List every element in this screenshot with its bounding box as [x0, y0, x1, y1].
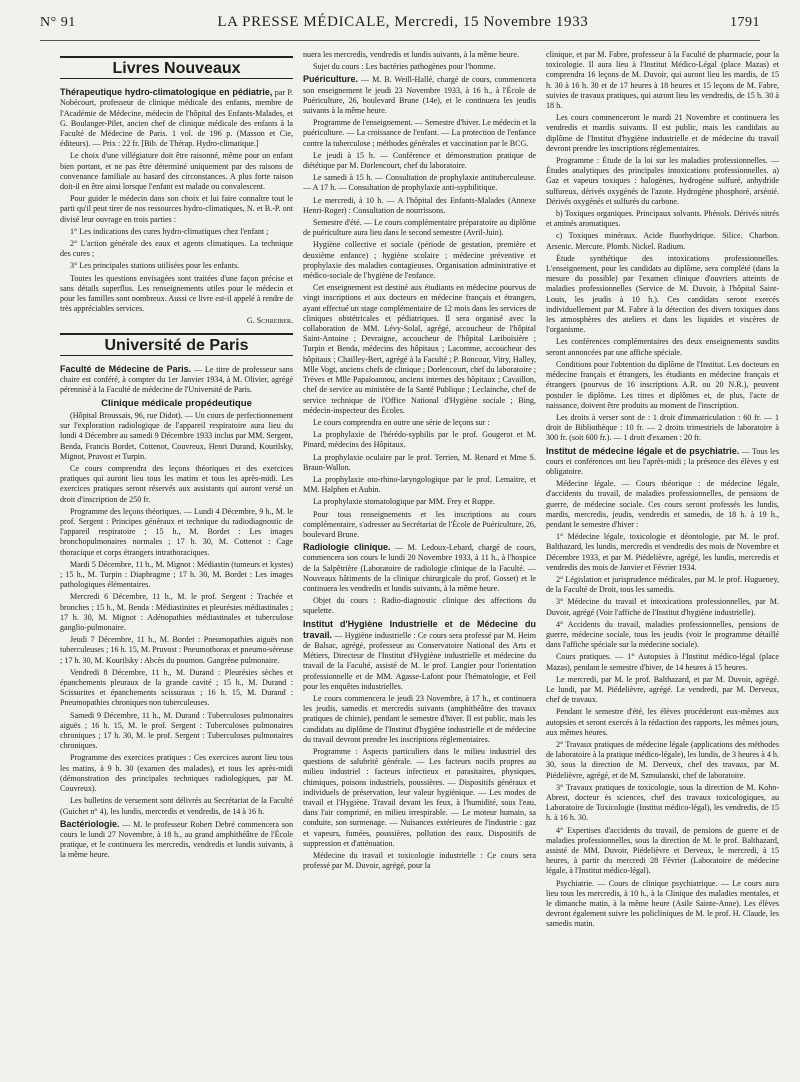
paragraph: Les conférences complémentaires des deux enseignements susdits seront annoncées par une affiche spéciale. [546, 337, 779, 357]
paragraph: Médecine du travail et toxicologie industrielle : Ce cours sera professé par M. Duvoir, agrégé, pour la [303, 851, 536, 871]
livre-reference: par P. Nobécourt, professeur de clinique médicale des enfants, membre de l'Académie de Médecine, médecin de l'hôpital des Enfants-Malades, et G. Boulanger-Pilet, ancien chef de clinique médicale des enfants à la Faculté de Médecine de Paris. 1 vol. de 196 p. (Masson et Cie, éditeurs). — Prix : 22 fr. [Bib. de Thérap. Hydro-climatique.] [60, 88, 293, 149]
faculte-entry [60, 364, 293, 396]
paragraph: Toutes les questions envisagées sont traitées d'une façon précise et sans détails superflus. Les renseignements utiles pour le médecin et pour les familles sont nombreux. Aussi ce livre est-il appelé à rendre de très appréciables services. [60, 273, 293, 314]
institut-hygiene-entry [303, 619, 536, 692]
bacteriologie-title: Bactériologie. [60, 818, 120, 829]
paragraph: La prophylaxie oto-rhino-laryngologique par le prof. Lemaitre, et MM. Halphen et Aubin. [303, 474, 536, 495]
paragraph: Programme des leçons théoriques. — Lundi 4 Décembre, 9 h., M. le prof. Sergent : Principes généraux et technique du radiodiagnostic de l'appareil respiratoire ; 15 h., M. Bordet : Les images bronchopulmonaires normales ; 17 h. 30, M. Cottenot : Cage thoracique et corps étrangers intrathoraciques. [60, 506, 293, 557]
paragraph: Mardi 5 Décembre, 11 h., M. Mignot : Médiastin (tumeurs et kystes) ; 15 h., M. Turpin : Diaphragme ; 17 h. 30, M. Bordet : Les images pathologiques élémentaires. [60, 559, 293, 590]
paragraph: 4° Expertises d'accidents du travail, de pensions de guerre et de maladies professionnelles, sous la direction de M. le prof. Balthazard, assisté de MM. Duvoir, Piédelièvre et Derveux, le mercredi, à 15 heures, à partir du mercredi 28 Février (Laboratoire de médecine légale, à l'Institut médico-légal). [546, 825, 779, 876]
paragraph: (Hôpital Broussais, 96, rue Didot). — Un cours de perfectionnement sur l'exploration radiologique de l'appareil respiratoire aura lieu du lundi 4 Décembre au samedi 9 Décembre 1933 inclus par MM. Sergent, Benda, Francis Bordet, Cottenot, Couvreux, Henri Durand, Kourilsky, Mignot, Pruvost et Turpin. [60, 410, 293, 461]
paragraph: Le samedi à 15 h. — Consultation de prophylaxie antituberculeuse. — A 17 h. — Consultation de prophylaxie anti-syphilitique. [303, 173, 536, 193]
puericulture-title: Puériculture. [303, 74, 359, 85]
faculte-title: Faculté de Médecine de Paris. [60, 363, 192, 374]
paragraph: Médecine légale. — Cours théorique : de médecine légale, d'accidents du travail, de maladies professionnelles, de pensions de guerre, de médecine sociale. Ces cours seront professés les lundis, mardis, mercredis, jeudis, vendredis et samedis, de 18 h. à 19 h., pendant le semestre d'hiver : [546, 479, 779, 529]
paragraph: Programme de l'enseignement. — Semestre d'hiver. Le médecin et la puériculture. — La croissance de l'enfant. — La protection de l'enfance contre la tuberculose ; méthodes générales et vaccination par le BCG. [303, 118, 536, 148]
paragraph: Sujet du cours : Les bactéries pathogènes pour l'homme. [313, 62, 496, 72]
paragraph: 2° Législation et jurisprudence médicales, par M. le prof. Hugueney, de la Faculté de Droit, tous les samedis. [546, 574, 779, 595]
paragraph: Psychiatrie. — Cours de clinique psychiatrique. — Le cours aura lieu tous les mercredis, à 10 h., à la Clinique des maladies mentales, et le dimanche matin, à la même heure (Asile Sainte-Anne). Les élèves devront également suivre les policliniques de M. le prof. H. Claude, les samedis matin. [546, 878, 779, 929]
paragraph: 1° Les indications des cures hydro-climatiques chez l'enfant ; [70, 226, 269, 236]
paragraph: Cours pratiques. — 1° Autopsies à l'Institut médico-légal (place Mazas), pendant le semestre d'hiver, de 14 heures à 15 heures. [546, 652, 779, 672]
journal-title: LA PRESSE MÉDICALE, Mercredi, 15 Novembre 1933 [217, 14, 589, 30]
paragraph: Les bulletins de versement sont délivrés au Secrétariat de la Faculté (Guichet n° 4), les lundis, mercredis et vendredis, de 14 à 16 h. [60, 796, 293, 816]
faculte-text: — Le titre de professeur sans chaire est conféré, à compter du 1er Janvier 1934, à M. Olivier, agrégé pérennisé à la Faculté de médecine de l'Université de Paris. [60, 364, 293, 395]
paragraph: 1° Médecine légale, toxicologie et déontologie, par M. le prof. Balthazard, les lundis, mercredis et vendredis des mois de Novembre et Décembre 1933, et par M. Piédelièvre, agrégé, les lundis, mercredis et vendredis des mois de Janvier et Février 1934. [546, 532, 779, 572]
paragraph: Pour tous renseignements et les inscriptions au cours complémentaire, s'adresser au Secrétariat de l'École de Puériculture, 26, boulevard Brune. [303, 509, 536, 539]
radiologie-entry [303, 542, 536, 594]
paragraph: 3° Travaux pratiques de toxicologie, sous la direction de M. Kohn-Abrest, docteur ès sciences, chef des travaux toxicologiques, au Laboratoire de Toxicologie (Institut médico-légal), les vendredis, de 15 h. à 16 h. 30. [546, 782, 779, 823]
paragraph: 2° L'action générale des eaux et agents climatiques. La technique des cures ; [60, 239, 293, 259]
puericulture-text: — M. B. Weill-Hallé, chargé de cours, commencera son enseignement le jeudi 23 Novembre 1933, à 16 h., à l'École de Puériculture, 26, boulevard Brune (14e), et le continuera les jeudis suivants à la même heure. [303, 75, 536, 116]
institut-hygiene-text: — Hygiène industrielle : Ce cours sera professé par M. Heim de Balsac, agrégé, professeur au Conservatoire National des Arts et Métiers, Directeur de l'Institut d'Hygiène industrielle et médecine du travail de la Faculté, assisté de M. le prof. Langier pour l'orientation professionnelle et de MM. Agasse-Lafont pour l'hématologie, et Feil pour les enquêtes industrielles. [303, 630, 536, 691]
page-number: 1791 [730, 15, 760, 30]
paragraph: Le cours comprendra en outre une série de leçons sur : [313, 417, 490, 427]
paragraph: Jeudi 7 Décembre, 11 h., M. Bordet : Pneumopathies aiguës non tuberculeuses ; 16 h. 15, M. Pruvost : Pneumothorax et pneumo-séreuse ; 17 h. 30, M. Kourilsky : Abcès du poumon. Gangrène pulmonaire. [60, 635, 293, 665]
paragraph: Programme des exercices pratiques : Ces exercices auront lieu tous les matins, à 9 h. 30 (examen des malades), et tous les après-midi (démonstration des principales techniques radiologiques, par M. Couvreux). [60, 753, 293, 794]
issue-number: N° 91 [40, 15, 76, 30]
radiologie-title: Radiologie clinique. [303, 542, 391, 553]
institut-legal-entry [546, 446, 779, 478]
livre-title: Thérapeutique hydro-climatologique en pédiatrie, [60, 87, 273, 98]
puericulture-entry [303, 74, 536, 116]
paragraph: 2° Travaux pratiques de médecine légale (applications des méthodes de laboratoire à la pratique médico-légale), les lundis, de 3 heures à 4 h. 30, sous la direction de M. Derveux, chef des travaux, par M. Piédelièvre, agrégé, et de M. Szmulanski, chef de laboratoire. [546, 740, 779, 780]
paragraph: Conditions pour l'obtention du diplôme de l'Institut. Les docteurs en médecine français et étrangers, les étudiants en médecine français et étrangers (pourvus de 16 inscriptions A.R. ou 20 N.R.), peuvent postuler le diplôme. Les titres et diplômes et, de plus, l'acte de naissance, doivent être produits au moment de l'inscription. [546, 359, 779, 410]
paragraph: Étude synthétique des intoxications professionnelles. L'enseignement, pour les candidats au diplôme, sera complété (dans la mesure du possible) par l'examen clinique d'ouvriers atteints de maladies professionnelles (Service de M. Duvoir, à l'hôpital Saint-Louis, les jeudis à 10 h.). Ces candidats seront exercés individuellement par M. Fabre à la détection des divers toxiques dans les atmosphères des ateliers et dans les liquides et viscères de l'organisme. [546, 253, 779, 335]
paragraph: Cet enseignement est destiné aux étudiants en médecine pourvus de vingt inscriptions et aux docteurs en médecine français et étrangers, ayant effectué un stage complémentaire de 12 mois dans les services de cliniques obstétricales et pédiatriques. Il sera organisé avec la collaboration de MM. Lévy-Solal, agrégé, accoucheur de l'hôpital Saint-Antoine ; Devraigne, accoucheur de l'hôpital Lariboisière ; Turpin et Benda, médecins des hôpitaux ; Lacomme, accoucheur des hôpitaux ; Chailley-Bert, agrégé à la Faculté ; P. Boncour, Vitry, Halley, Mlle Vogt, anciens chefs de clinique ; Dorlencourt, chef du laboratoire ; Trèves et Mlle Papaïoannou, anciens internes des hôpitaux ; Cavaillon, chef de service au ministère de la Santé Publique ; Leclainche, chef de service technique de l'Office National d'Hygiène sociale ; Bing, médecin-inspecteur des Écoles. [303, 283, 536, 415]
institut-hygiene-title: Institut d'Hygiène Industrielle et de Médecine du travail. [303, 618, 536, 640]
paragraph: Le mercredi, par M. le prof. Balthazard, et par M. Duvoir, agrégé. Le lundi, par M. Piédelièvre, agrégé. Le vendredi, par M. Derveux, chef de travaux. [546, 674, 779, 705]
paragraph: Samedi 9 Décembre, 11 h., M. Durand : Tuberculoses pulmonaires aiguës ; 16 h. 15, M. le prof. Sergent : Tuberculoses pulmonaires chroniques ; 17 h. 30, M. le prof. Sergent : Tuberculoses pulmonaires chroniques. [60, 710, 293, 751]
livres-nouveaux-heading: Livres Nouveaux [60, 56, 293, 79]
signature: G. Schreiber. [246, 316, 293, 326]
paragraph: Le cours commencera le jeudi 23 Novembre, à 17 h., et continuera les jeudis, samedis et mercredis suivants (amphithéâtre des travaux pratiques de chimie), pendant le semestre d'hiver. Il est public, mais les candidats au diplôme de l'Institut d'hygiène industrielle et de médecine du travail devront prendre les inscriptions réglementaires. [303, 693, 536, 744]
institut-legal-title: Institut de médecine légale et de psychiatrie. [546, 445, 740, 456]
paragraph: Les cours commenceront le mardi 21 Novembre et continuera les vendredis et mardis suivants. Il est public, mais les candidats au diplôme de l'Institut d'hygiène industrielle et de médecine du travail devront prendre les inscriptions réglementaires. [546, 113, 779, 153]
institut-legal-text: — Tous les cours et conférences ont lieu l'après-midi ; la présence des élèves y est obligatoire. [546, 446, 779, 476]
paragraph: nuera les mercredis, vendredis et lundis suivants, à la même heure. [303, 50, 519, 59]
bacteriologie-entry [60, 819, 293, 861]
page-header [40, 14, 760, 42]
paragraph: Vendredi 8 Décembre, 11 h., M. Durand : Pleurésies sèches et épanchements pleuraux de la grande cavité ; 15 h., M. Durand : Scissurites et épanchements scissuraux ; 16 h. 15, M. Durand : Pneumopathies chroniques non tuberculeuses. [60, 667, 293, 708]
column-2 [303, 50, 536, 1070]
paragraph: Les droits à verser sont de : 1 droit d'immatriculation : 60 fr. — 1 droit de Bibliothèque : 10 fr. — 2 droits trimestriels de laboratoire à 300 fr. (soit 600 fr.). — 1 droit d'examen : 20 fr. [546, 412, 779, 443]
paragraph: clinique, et par M. Fabre, professeur à la Faculté de pharmacie, pour la toxicologie. Il aura lieu à l'Institut Médico-Légal (place Mazas) et comprendra 16 leçons de M. Duvoir, qui auront lieu les mardis, de 15 h. 30 à 16 h. 30 et de 17 heures à 18 heures et 15 leçons de M. Fabre, suivies de travaux pratiques, qui auront lieu les vendredis, de 15 h. 30 à 18 h. [546, 50, 779, 111]
paragraph: Ce cours comprendra des leçons théoriques et des exercices pratiques qui auront lieu tous les matins et tous les après-midi. Les exercices pratiques seront réservés aux assistants qui auront versé un droit d'inscription de 250 fr. [60, 464, 293, 504]
paragraph: La prophylaxie oculaire par le prof. Terrien, M. Renard et Mme S. Braun-Wallon. [303, 452, 536, 472]
column-1 [60, 50, 293, 1070]
paragraph: Le jeudi à 15 h. — Conférence et démonstration pratique de diététique par M. Dorlencourt, chef du laboratoire. [303, 150, 536, 171]
paragraph: 3° Médecine du travail et intoxications professionnelles, par M. Duvoir, agrégé (Voir l'affiche de l'Institut d'hygiène industrielle). [546, 597, 779, 617]
paragraph: La prophylaxie stomatologique par MM. Frey et Ruppe. [313, 497, 495, 507]
paragraph: Objet du cours : Radio-diagnostic clinique des affections du squelette. [303, 596, 536, 616]
header-rule [40, 40, 760, 41]
paragraph: Mercredi 6 Décembre, 11 h., M. le prof. Sergent : Trachée et bronches ; 15 h., M. Benda : Médiastinites et pleurésies médiastinales ; 17 h. 30, M. Mignot : Adénopathies médiastinales et tuberculose ganglio-pulmonaire. [60, 592, 293, 633]
clinique-heading: Clinique médicale propédeutique [101, 398, 252, 410]
paragraph: b) Toxiques organiques. Principaux solvants. Phénols. Dérivés nitrés et aminés aromatiques. [546, 209, 779, 229]
bacteriologie-text: — M. le professeur Robert Debré commencera son cours le lundi 27 Novembre, à 18 h., au grand amphithéâtre de l'École pratique, et le continuera les mercredis, vendredis et lundis suivants, à la même heure. [60, 819, 293, 860]
paragraph: Pour guider le médecin dans son choix et lui faire connaître tout le parti qu'il peut tirer de nos ressources hydro-climatiques, N. et B.-P. ont divisé leur ouvrage en trois parties : [60, 194, 293, 224]
paragraph: 4° Accidents du travail, maladies professionnelles, pensions de guerre, médecine sociale, tous les jeudis (voir le programme détaillé dans l'affiche spéciale sur la médecine sociale). [546, 619, 779, 650]
paragraph: c) Toxiques minéraux. Acide fluorhydrique. Silice. Charbon. Arsenic. Mercure. Plomb. Nickel. Radium. [546, 231, 779, 251]
radiologie-text: — M. Ledoux-Lebard, chargé de cours, commencera son cours le lundi 20 Novembre 1933, à 11 h., à l'hospice de la Salpêtrière (Laboratoire de radiologie clinique de la Faculté. — Nouveaux bâtiments de la clinique chirurgicale du prof. Gosset) et le continuera les vendredis et lundis suivants, à la même heure. [303, 543, 536, 593]
paragraph: Semestre d'été. — Le cours complémentaire préparatoire au diplôme de puériculture aura lieu dans le second semestre (Avril-Juin). [303, 218, 536, 238]
paragraph: Hygiène collective et sociale (période de gestation, première et deuxième enfance) ; hygiène scolaire ; médecine préventive et prophylaxie des maladies contagieuses. Organisation administrative et médico-sociale de l'hygiène de l'enfance. [303, 240, 536, 281]
column-3 [546, 50, 779, 1070]
paragraph: Programme : Aspects particuliers dans le milieu industriel des questions de salubrité générale. — Les facteurs nocifs propres au milieu industriel : facteurs infectieux et parasitaires, physiques, chimiques, poisons industriels, poussières. — Dispositifs généraux et individuels de préservation, leur valeur hygiénique. — Les modes de travail et l'Hygiène. Travail devant les feux, à l'humidité, sous l'eau, dans l'air comprimé, en milieu irrespirable. — Le moteur humain, sa conduite, son surmenage. — Nuisances extérieures de l'industrie : gaz et vapeurs, fumées, poussières, pollution des eaux. Dispositifs de suppression et d'atténuation. [303, 747, 536, 848]
paragraph: Pendant le semestre d'été, les élèves procéderont eux-mêmes aux autopsies et seront exercés à la rédaction des rapports, les mêmes jours, aux mêmes heures. [546, 707, 779, 737]
paragraph: Le mercredi, à 10 h. — A l'hôpital des Enfants-Malades (Annexe Henri-Roger) : Consultation de nourrissons. [303, 195, 536, 215]
paragraph: 3° Les principales stations utilisées pour les enfants. [70, 261, 240, 271]
paragraph: Le choix d'une villégiature doit être raisonné, même pour un enfant bien portant, et ne pas être déterminé uniquement par des raisons de convenance familiale au hasard des circonstances. A plus forte raison doit-il en être ainsi lorsque l'enfant est malade ou convalescent. [60, 151, 293, 192]
universite-heading: Université de Paris [60, 333, 293, 356]
livre-entry [60, 87, 293, 149]
paragraph: La prophylaxie de l'hérédo-syphilis par le prof. Gougerot et M. Pinard, médecins des Hôpitaux. [303, 430, 536, 450]
paragraph: Programme : Étude de la loi sur les maladies professionnelles. — Études analytiques des principales intoxications professionnelles. a) Gaz et vapeurs toxiques : halogènes, hydrogène sulfuré, anhydride sulfureux, dérivés oxygénés de l'azote. Hydrogène phosphoré, arsénié. Dérivés oxygénés et sulfurés du carbone. [546, 156, 779, 206]
